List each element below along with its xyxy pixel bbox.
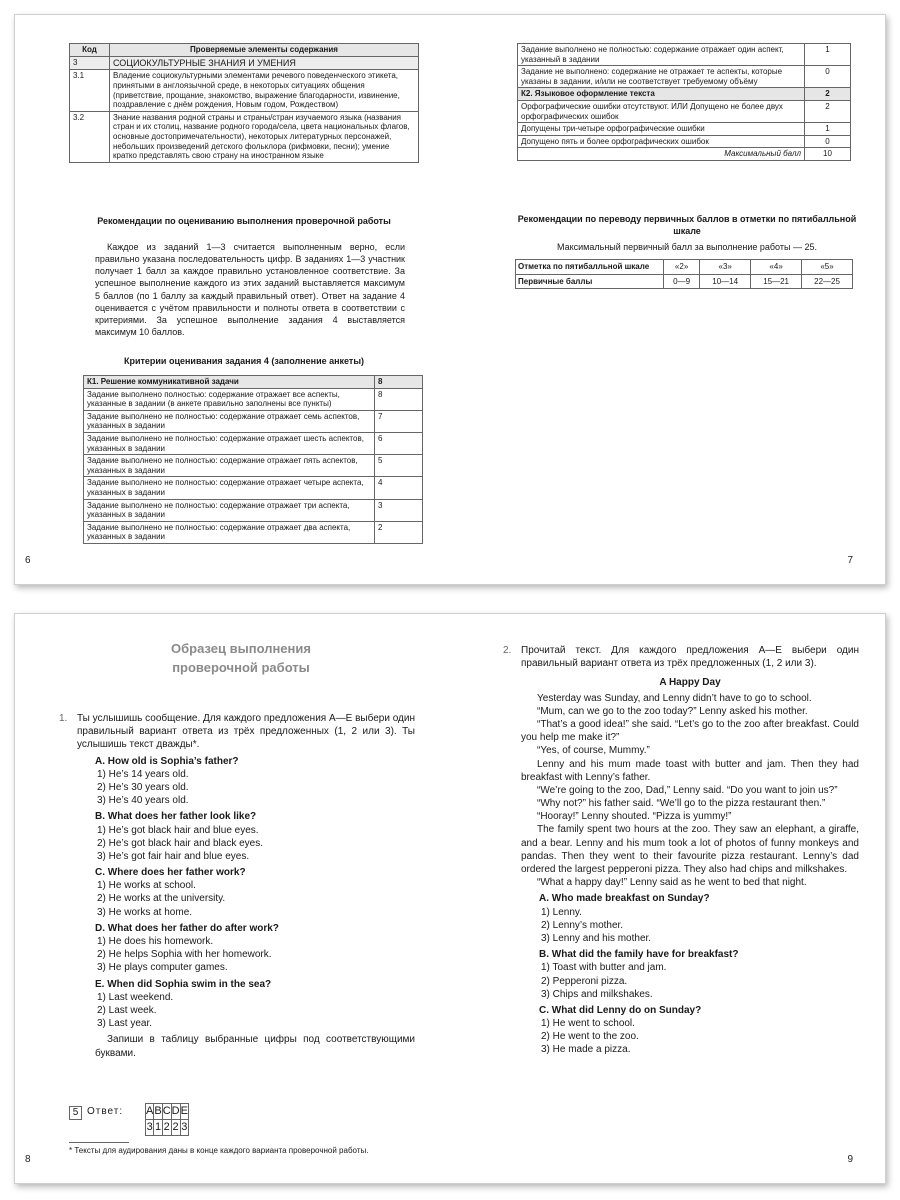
option: 2) He went to the zoo. [541,1031,639,1043]
content-elements-table [69,43,419,163]
option: 2) Pepperoni pizza. [541,975,628,987]
question: A. Who made breakfast on Sunday? [539,893,710,905]
criteria-table-p7 [517,43,851,161]
crit-pts: 4 [375,477,423,499]
option: 2) Last week. [97,1004,157,1016]
max-label: Максимальный балл [518,148,805,161]
task-1 [59,712,415,1060]
story-paragraph: The family spent two hours at the zoo. They saw an elephant, a giraffe, and a bear. Lenny and his mum took a lot of photos of funny monkeys and pandas. Then they went to their favourite pizza restaurant. Lenny’s dad ordered the largest pepperoni pizza. They also had chips and milkshakes. [521,824,859,875]
crit-pts: 2 [375,521,423,543]
story-text [521,692,859,890]
answer-letter: E [180,1104,188,1120]
grade-range: 10—14 [700,274,751,289]
table-row [84,499,423,521]
table-row [84,432,423,454]
grade-row-label: Отметка по пятибалльной шкале [516,260,664,275]
bottom-spread [14,613,886,1184]
option: 1) He does his homework. [97,936,214,947]
story-paragraph: “Yes, of course, Mummy.” [537,745,650,757]
option: 1) He’s 14 years old. [97,768,189,780]
grade-mark: «5» [802,260,853,275]
sample-title [111,640,371,678]
answer-digit: 3 [180,1120,188,1136]
story-paragraph: “We’re going to the zoo, Dad,” Lenny said. “Do you want to join us?” [537,784,838,796]
max-value: 10 [805,148,851,161]
footnote: * Тексты для аудирования даны в конце каждого варианта проверочной работы. [69,1146,369,1155]
content-header-code: Код [70,44,110,57]
crit-pts: 5 [375,455,423,477]
footnote-divider [69,1142,129,1143]
row-text: Владение социокультурными элементами речевого поведенческого этикета, принятыми в англоязычной среде, в некоторых ситуациях общения (приветствие, прощание, знакомство, выражение благодарности, извинение, поздравление с днём рождения, Новым годом, Рождеством) [110,70,419,111]
answer-digit: 2 [162,1120,171,1136]
task-number: 1. [59,713,68,724]
score-box: 5 [69,1106,82,1120]
crit-text: Задание выполнено не полностью: содержание отражает один аспект, указанный в задании [518,44,805,66]
grade-table [515,259,853,289]
criteria-table-p6 [83,375,423,544]
option: 2) He works at the university. [97,893,226,905]
crit-text: Задание выполнено не полностью: содержание отражает пять аспектов, указанных в задании [84,455,375,477]
top-spread [14,14,886,585]
crit-pts: 7 [375,410,423,432]
question-list [95,755,415,1060]
crit-pts: 0 [805,66,851,88]
question: D. What does her father do after work? [95,922,279,934]
story-paragraph: Lenny and his mum made toast with butter and jam. Then they had breakfast with Lenny’s father. [521,758,859,783]
story-paragraph: “Mum, can we go to the zoo today?” Lenny asked his mother. [537,705,808,717]
grade-max-text: Максимальный первичный балл за выполнение работы — 25. [557,242,817,252]
page-8 [15,614,451,1183]
task-number: 2. [503,645,512,656]
option: 2) Lenny’s mother. [541,919,624,931]
table-row [70,70,419,111]
task-intro: Ты услышишь сообщение. Для каждого предложения A—E выбери один правильный вариант ответа из трёх предложенных (1, 2 или 3). Ты услышишь текст дважды*. [77,713,415,751]
option: 3) He’s got fair hair and blue eyes. [97,850,250,862]
grade-title: Рекомендации по переводу первичных баллов в отметки по пятибалльной шкале [517,214,857,237]
crit-text: Задание выполнено не полностью: содержание отражает три аспекта, указанных в задании [84,499,375,521]
crit-text: Допущено пять и более орфографических ошибок [518,135,805,148]
table-row [518,66,851,88]
page-6 [15,15,451,584]
option: 2) He’s 30 years old. [97,781,189,793]
table-row [516,274,853,289]
question-list [539,892,859,1056]
row-text: Знание названия родной страны и страны/стран изучаемого языка (названия стран и их столиц, название родного города/села, цвета национальных флагов, основные достопримечательности), некоторых литературных персонажей, небольших произведений детского фольклора (рифмовки, песни); умение кратко представлять свою страну на иностранном языке [110,111,419,162]
question: C. What did Lenny do on Sunday? [539,1004,702,1016]
table-row [518,123,851,136]
option: 1) Last weekend. [97,991,174,1003]
question: E. When did Sophia swim in the sea? [95,978,272,990]
table-row [516,260,853,275]
option: 3) He’s 40 years old. [97,795,189,807]
table-row [84,376,423,389]
answer-table [145,1103,189,1136]
content-section-row [70,56,419,70]
page-number: 8 [25,1154,31,1165]
story-paragraph: “Hooray!” Lenny shouted. “Pizza is yummy!” [537,811,732,823]
grade-mark: «4» [751,260,802,275]
grade-mark: «3» [700,260,751,275]
page-number: 7 [847,555,853,566]
option: 2) He helps Sophia with her homework. [97,949,272,961]
table-row [84,410,423,432]
table-row [84,521,423,543]
table-row [70,111,419,162]
option: 1) He went to school. [541,1018,635,1030]
option: 1) He’s got black hair and blue eyes. [97,824,259,836]
crit-text: К2. Языковое оформление текста [518,88,805,101]
table-row [518,100,851,122]
crit-text: Задание выполнено не полностью: содержание отражает два аспекта, указанных в задании [84,521,375,543]
story-paragraph: Yesterday was Sunday, and Lenny didn’t have to go to school. [537,692,812,704]
crit-pts: 8 [375,376,423,389]
crit-pts: 1 [805,123,851,136]
crit-text: Задание выполнено полностью: содержание отражает все аспекты, указанные в задании (в анкете правильно заполнены все пункты) [84,388,375,410]
option: 1) Lenny. [541,906,582,918]
crit-pts: 3 [375,499,423,521]
table-row [518,135,851,148]
option: 3) Chips and milkshakes. [541,988,653,1000]
crit-pts: 8 [375,388,423,410]
rec-body: Каждое из заданий 1—3 считается выполненным верно, если правильно указана последовательность цифр. В заданиях 1—3 участник получает 1 балл за каждое правильно установленное соответствие. За успешное выполнение каждого из этих заданий выставляется максимум 5 баллов (по 1 баллу за каждый правильный ответ). Ответ на задание 4 оценивается с учётом правильности и полноты ответа в соответствии с критериями. За успешное выполнение задания 4 выставляется максимум 10 баллов. [95,242,405,337]
table-row [518,88,851,101]
crit-text: Задание не выполнено: содержание не отражает те аспекты, которые указаны в задании, и/или не соответствует требуемому объёму [518,66,805,88]
grade-range: 22—25 [802,274,853,289]
crit-pts: 0 [805,135,851,148]
max-row [518,148,851,161]
option: 1) He works at school. [97,880,196,892]
task-intro: Прочитай текст. Для каждого предложения A—E выбери один правильный вариант ответа из трёх предложенных (1, 2 или 3). [521,645,859,670]
option: 1) Toast with butter and jam. [541,962,667,974]
option: 3) Lenny and his mother. [541,932,652,944]
page-9 [451,614,886,1183]
section-title: СОЦИОКУЛЬТУРНЫЕ ЗНАНИЯ И УМЕНИЯ [110,56,419,70]
row-code: 3.1 [70,70,110,111]
answer-letter: C [162,1104,171,1120]
answer-label: Ответ: [87,1106,124,1117]
story-title: A Happy Day [659,677,721,689]
answer-letter: B [154,1104,162,1120]
answer-letter: A [146,1104,154,1120]
table-row [146,1120,189,1136]
crit-pts: 2 [805,88,851,101]
page-number: 9 [847,1154,853,1165]
crit-pts: 2 [805,100,851,122]
crit-text: Орфографические ошибки отсутствуют. ИЛИ Допущено не более двух орфографических ошибок [518,100,805,122]
table-row [84,477,423,499]
page-7 [451,15,886,584]
crit-pts: 6 [375,432,423,454]
grade-range: 15—21 [751,274,802,289]
grade-row-label: Первичные баллы [516,274,664,289]
answer-digit: 1 [154,1120,162,1136]
content-table-header [70,44,419,57]
section-code: 3 [70,56,110,70]
option: 3) He plays computer games. [97,962,228,974]
criteria-title: Критерии оценивания задания 4 (заполнение анкеты) [123,356,365,366]
crit-text: Допущены три-четыре орфографические ошибки [518,123,805,136]
content-header-title: Проверяемые элементы содержания [110,44,419,57]
question: B. What does her father look like? [95,811,257,823]
answer-letter: D [171,1104,180,1120]
question: A. How old is Sophia’s father? [95,755,239,767]
story-paragraph: “What a happy day!” Lenny said as he went to bed that night. [537,877,807,889]
answer-digit: 3 [146,1120,154,1136]
option: 3) He made a pizza. [541,1044,631,1056]
page-number: 6 [25,555,31,566]
question: C. Where does her father work? [95,867,246,879]
question: B. What did the family have for breakfast? [539,949,739,961]
table-row [84,388,423,410]
sample-title-line: Образец выполнения [171,641,311,656]
task-2 [503,644,859,1057]
row-code: 3.2 [70,111,110,162]
crit-text: К1. Решение коммуникативной задачи [84,376,375,389]
table-row [84,455,423,477]
rec-title: Рекомендации по оцениванию выполнения проверочной работы [97,216,391,226]
grade-mark: «2» [664,260,700,275]
answer-digit: 2 [171,1120,180,1136]
table-row [518,44,851,66]
option: 3) He works at home. [97,906,193,918]
grade-range: 0—9 [664,274,700,289]
option: 3) Last year. [97,1018,153,1030]
crit-text: Задание выполнено не полностью: содержание отражает четыре аспекта, указанных в задании [84,477,375,499]
crit-pts: 1 [805,44,851,66]
crit-text: Задание выполнено не полностью: содержание отражает семь аспектов, указанных в задании [84,410,375,432]
table-row [146,1104,189,1120]
crit-text: Задание выполнено не полностью: содержание отражает шесть аспектов, указанных в задании [84,432,375,454]
record-instruction: Запиши в таблицу выбранные цифры под соответствующими буквами. [95,1034,415,1059]
story-paragraph: “Why not?” his father said. “We’ll go to the pizza restaurant then.” [537,798,826,810]
story-paragraph: “That’s a good idea!” she said. “Let’s go to the zoo after breakfast. Could you help me make it?” [521,718,859,744]
option: 2) He’s got black hair and black eyes. [97,837,264,849]
sample-title-line: проверочной работы [172,659,310,675]
